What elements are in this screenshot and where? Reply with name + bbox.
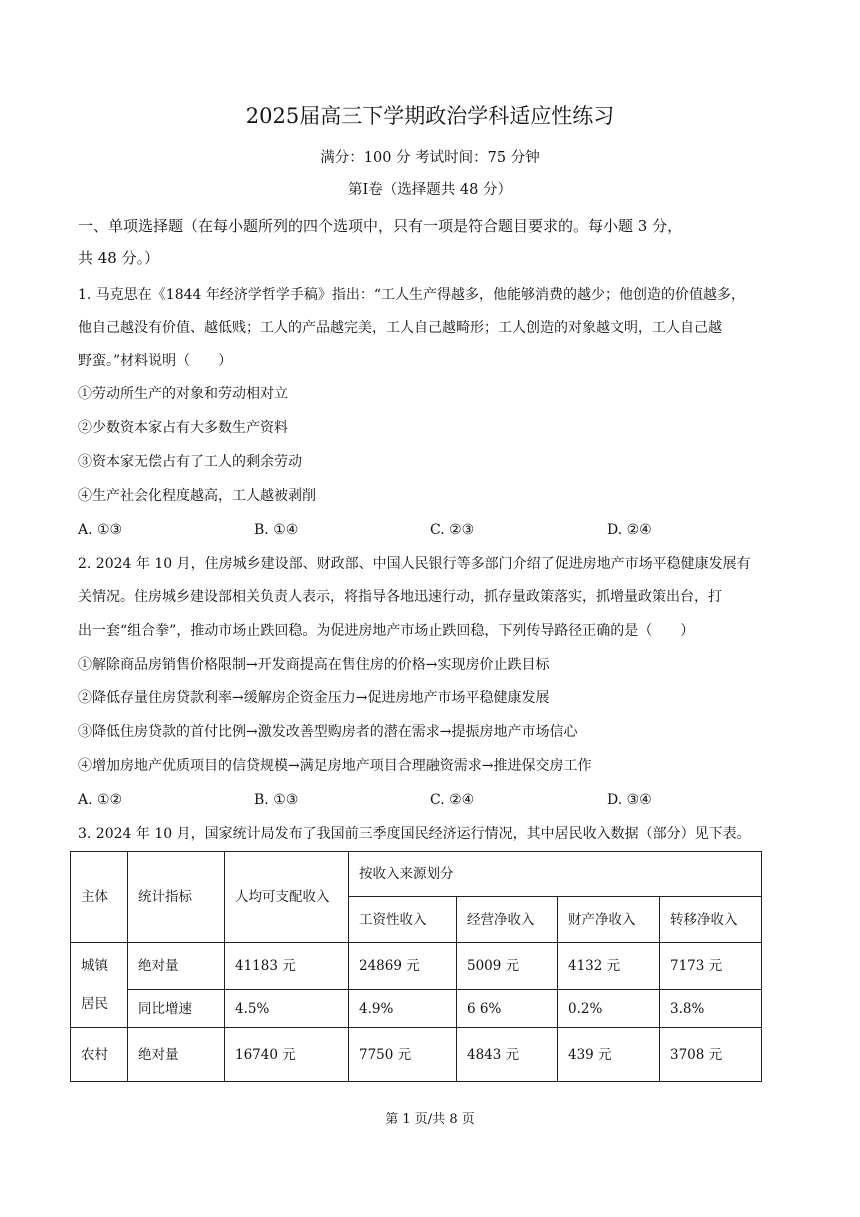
q1-option-b: B. ①④ — [254, 522, 299, 538]
q2-item-3: ③降低住房贷款的首付比例→激发改善型购房者的潜在需求→提振房地产市场信心 — [78, 724, 578, 740]
table-row — [71, 943, 762, 990]
q1-item-1: ①劳动所生产的对象和劳动相对立 — [78, 386, 288, 402]
indicator-cell: 绝对量 — [128, 1028, 225, 1082]
q1-stem-line-3: 野蛮。”材料说明（ ） — [78, 353, 233, 369]
indicator-cell: 绝对量 — [128, 943, 225, 990]
indicator-cell: 同比增速 — [128, 990, 225, 1028]
q1-stem-line-1: 1. 马克思在《1844 年经济学哲学手稿》指出：“工人生产得越多，他能够消费的越少；他创造的价值越多， — [78, 287, 746, 303]
value-cell: 7750 元 — [349, 1028, 457, 1082]
q2-item-4: ④增加房地产优质项目的信贷规模→满足房地产项目合理融资需求→推进保交房工作 — [78, 758, 592, 774]
q1-item-4: ④生产社会化程度越高，工人越被剥削 — [78, 488, 316, 504]
header-source-wage: 工资性收入 — [349, 897, 457, 943]
value-cell: 4843 元 — [457, 1028, 558, 1082]
header-indicator: 统计指标 — [128, 852, 225, 943]
instructions-line-2: 共 48 分。） — [78, 249, 160, 267]
income-table — [70, 851, 762, 1082]
q2-option-c: C. ②④ — [430, 792, 475, 808]
q2-option-d: D. ③④ — [607, 792, 652, 808]
value-cell: 6 6% — [457, 990, 558, 1028]
q2-item-2: ②降低存量住房贷款利率→缓解房企资金压力→促进房地产市场平稳健康发展 — [78, 690, 550, 706]
value-cell: 3708 元 — [660, 1028, 762, 1082]
header-by-source: 按收入来源划分 — [349, 852, 762, 897]
value-cell: 24869 元 — [349, 943, 457, 990]
table-row — [71, 990, 762, 1028]
urban-label-line-1: 城镇 — [81, 958, 108, 974]
rural-label: 农村 — [71, 1028, 128, 1082]
value-cell: 439 元 — [558, 1028, 660, 1082]
section-heading: 第Ⅰ卷（选择题共 48 分） — [348, 182, 512, 198]
q1-stem-line-2: 他自己越没有价值、越低贱；工人的产品越完美，工人自己越畸形；工人创造的对象越文明，工人自己越 — [78, 320, 722, 336]
q2-stem-line-3: 出一套“组合拳”，推动市场止跌回稳。为促进房地产市场止跌回稳，下列传导路径正确的是（ ） — [78, 623, 695, 639]
q1-item-3: ③资本家无偿占有了工人的剩余劳动 — [78, 454, 302, 470]
value-cell: 7173 元 — [660, 943, 762, 990]
urban-label — [71, 943, 128, 1028]
q2-option-a: A. ①② — [78, 792, 123, 808]
q2-stem-line-2: 关情况。住房城乡建设部相关负责人表示，将指导各地迅速行动，抓存量政策落实，抓增量政策出台，打 — [78, 589, 722, 605]
urban-label-line-2: 居民 — [81, 996, 108, 1012]
header-source-transfer: 转移净收入 — [660, 897, 762, 943]
q2-option-b: B. ①③ — [254, 792, 299, 808]
q2-item-1: ①解除商品房销售价格限制→开发商提高在售住房的价格→实现房价止跌目标 — [78, 657, 550, 673]
page-number: 第 1 页/共 8 页 — [385, 1112, 475, 1127]
score-time-info: 满分：100 分 考试时间：75 分钟 — [320, 150, 540, 166]
instructions-line-1: 一、单项选择题（在每小题所列的四个选项中，只有一项是符合题目要求的。每小题 3 分， — [78, 217, 683, 235]
header-subject: 主体 — [71, 852, 128, 943]
q3-stem: 3. 2024 年 10 月，国家统计局发布了我国前三季度国民经济运行情况，其中居民收入数据（部分）见下表。 — [78, 826, 751, 842]
q1-option-c: C. ②③ — [430, 522, 475, 538]
header-source-business: 经营净收入 — [457, 897, 558, 943]
q1-option-a: A. ①③ — [78, 522, 123, 538]
q1-option-d: D. ②④ — [607, 522, 652, 538]
value-cell: 5009 元 — [457, 943, 558, 990]
value-cell: 0.2% — [558, 990, 660, 1028]
q1-item-2: ②少数资本家占有大多数生产资料 — [78, 420, 288, 436]
value-cell: 4132 元 — [558, 943, 660, 990]
page-title: 2025届高三下学期政治学科适应性练习 — [245, 104, 615, 128]
value-cell: 41183 元 — [225, 943, 349, 990]
q2-stem-line-1: 2. 2024 年 10 月，住房城乡建设部、财政部、中国人民银行等多部门介绍了促进房地产市场平稳健康发展有 — [78, 556, 751, 572]
header-source-property: 财产净收入 — [558, 897, 660, 943]
table-row — [71, 1028, 762, 1082]
value-cell: 4.5% — [225, 990, 349, 1028]
value-cell: 16740 元 — [225, 1028, 349, 1082]
header-per-capita: 人均可支配收入 — [225, 852, 349, 943]
value-cell: 4.9% — [349, 990, 457, 1028]
value-cell: 3.8% — [660, 990, 762, 1028]
